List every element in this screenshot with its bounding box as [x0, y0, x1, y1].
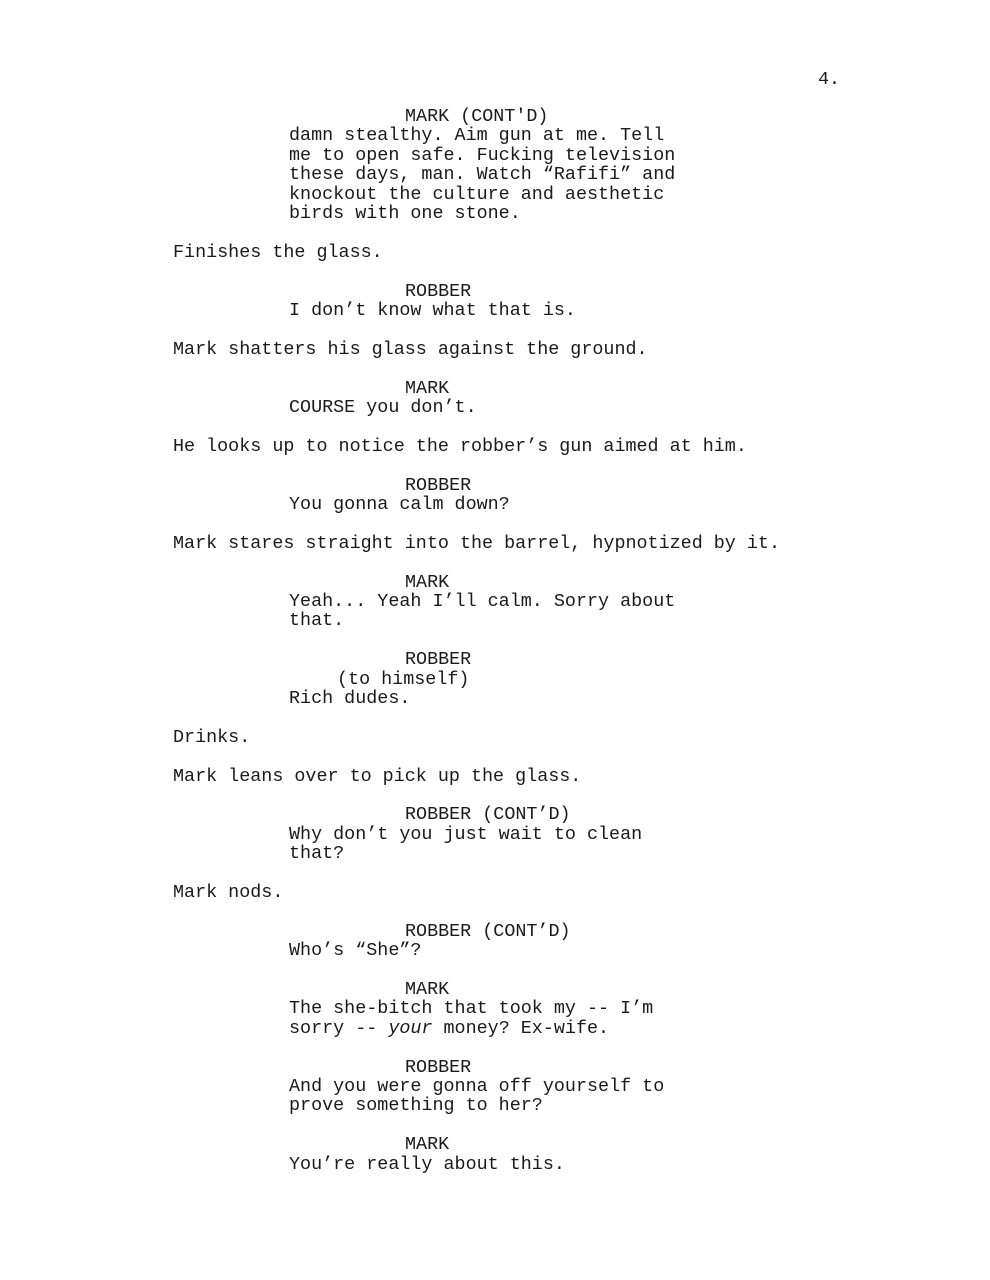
- dialogue-line: birds with one stone.: [289, 203, 521, 225]
- dialogue-line: prove something to her?: [289, 1095, 543, 1117]
- blank-line: [0, 786, 990, 805]
- dialogue-line: that.: [289, 610, 345, 632]
- character-cue: ROBBER: [405, 1056, 472, 1078]
- action-line: He looks up to notice the robber’s gun aimed at him.: [173, 435, 747, 457]
- blank-line: [0, 902, 990, 921]
- character-cue: MARK: [405, 571, 450, 593]
- dialogue-line: You gonna calm down?: [289, 494, 510, 516]
- dialogue-line: COURSE you don’t.: [289, 397, 477, 419]
- action-line: Mark nods.: [173, 882, 284, 904]
- character-cue: MARK: [405, 979, 450, 1001]
- blank-line: [0, 864, 990, 883]
- action-line: Finishes the glass.: [173, 241, 383, 263]
- blank-line: [0, 708, 990, 727]
- character-cue: ROBBER (CONT’D): [405, 804, 571, 826]
- blank-line: [0, 1038, 990, 1057]
- action-line: Mark leans over to pick up the glass.: [173, 765, 582, 787]
- character-cue: ROBBER (CONT’D): [405, 920, 571, 942]
- blank-line: [0, 1116, 990, 1135]
- blank-line: [0, 747, 990, 766]
- emphasis: your: [388, 1017, 433, 1039]
- dialogue-line: You’re really about this.: [289, 1153, 565, 1175]
- parenthetical: (to himself): [337, 668, 470, 690]
- dialogue-line: Rich dudes.: [289, 688, 411, 710]
- action-line: Mark stares straight into the barrel, hypnotized by it.: [173, 532, 780, 554]
- character-cue: ROBBER: [405, 280, 472, 302]
- character-cue: MARK (CONT'D): [405, 106, 549, 127]
- dialogue-line: me to open safe. Fucking television: [289, 144, 676, 166]
- blank-line: [0, 631, 990, 650]
- blank-line: [0, 456, 990, 475]
- dialogue-line: knockout the culture and aesthetic: [289, 183, 665, 205]
- page-number: 4.: [818, 69, 841, 90]
- dialogue-line: And you were gonna off yourself to: [289, 1076, 665, 1098]
- script-body: [0, 107, 990, 1174]
- dialogue-line: damn stealthy. Aim gun at me. Tell: [289, 125, 665, 147]
- dialogue-line: The she-bitch that took my -- I’m: [289, 998, 654, 1020]
- blank-line: [0, 417, 990, 436]
- character-cue: MARK: [405, 1134, 450, 1156]
- character-cue: ROBBER: [405, 474, 472, 496]
- blank-line: [0, 223, 990, 242]
- blank-line: [0, 262, 990, 281]
- dialogue-line: these days, man. Watch “Rafifi” and: [289, 164, 676, 186]
- character-cue: ROBBER: [405, 649, 472, 671]
- dialogue-line: Yeah... Yeah I’ll calm. Sorry about: [289, 591, 676, 613]
- action-line: Drinks.: [173, 726, 251, 748]
- action-line: Mark shatters his glass against the ground.: [173, 338, 648, 360]
- dialogue-line: Why don’t you just wait to clean: [289, 823, 643, 845]
- blank-line: [0, 359, 990, 378]
- blank-line: [0, 320, 990, 339]
- dialogue-line: that?: [289, 843, 345, 865]
- dialogue-line: sorry -- your money? Ex-wife.: [289, 1017, 610, 1039]
- dialogue-line: Who’s “She”?: [289, 940, 422, 962]
- blank-line: [0, 514, 990, 533]
- character-cue: MARK: [405, 377, 450, 399]
- blank-line: [0, 961, 990, 980]
- blank-line: [0, 553, 990, 572]
- dialogue-line: I don’t know what that is.: [289, 300, 576, 322]
